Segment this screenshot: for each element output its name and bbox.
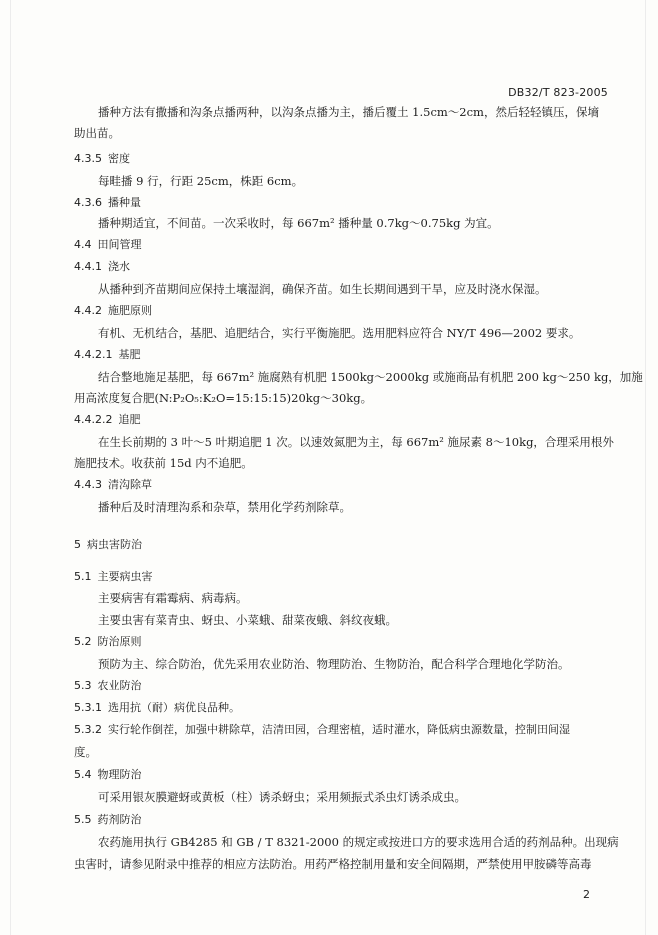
section-title: 选用抗（耐）病优良品种。 [108, 701, 240, 714]
section-title: 防治原则 [97, 635, 142, 648]
section-title: 浇水 [108, 260, 130, 273]
section-number: 5.5 [74, 813, 92, 826]
section-number: 5 [74, 538, 81, 551]
section-heading [74, 701, 240, 715]
section-title: 物理防治 [97, 768, 142, 781]
section-number: 4.3.6 [74, 196, 102, 209]
body-text-line: 从播种到齐苗期间应保持土壤湿润，确保齐苗。如生长期间遇到干旱，应及时浇水保湿。 [98, 282, 547, 296]
body-text-line: 播种期适宜，不间苗。一次采收时，每 667m² 播种量 0.7kg～0.75kg 为宜。 [98, 216, 499, 230]
document-code: DB32/T 823-2005 [508, 86, 608, 99]
section-heading [74, 238, 142, 252]
section-title: 清沟除草 [108, 478, 152, 491]
section-heading [74, 570, 153, 584]
body-text-line: 有机、无机结合，基肥、追肥结合，实行平衡施肥。选用肥料应符合 NY/T 496—2002 要求。 [98, 326, 581, 340]
body-text-line: 可采用银灰膜避蚜或黄板（柱）诱杀蚜虫；采用频振式杀虫灯诱杀成虫。 [98, 790, 466, 804]
body-text-line: 每畦播 9 行，行距 25cm，株距 6cm。 [98, 174, 304, 188]
section-number: 5.4 [74, 768, 92, 781]
section-number: 5.1 [74, 570, 92, 583]
section-heading [74, 768, 142, 782]
section-heading [74, 679, 142, 693]
body-text-line: 结合整地施足基肥，每 667m² 施腐熟有机肥 1500kg～2000kg 或施商品有机肥 200 kg～250 kg，加施 [98, 370, 643, 384]
body-text-line: 虫害时，请参见附录中推荐的相应方法防治。用药严格控制用量和安全间隔期，严禁使用甲胺磷等高毒 [74, 857, 592, 871]
body-text-line: 在生长前期的 3 叶～5 叶期追肥 1 次。以速效氮肥为主，每 667m² 施尿素 8～10kg，合理采用根外 [98, 435, 614, 449]
section-heading [74, 538, 142, 552]
body-text-line: 用高浓度复合肥(N:P₂O₅:K₂O=15:15:15)20kg～30kg。 [74, 391, 373, 405]
section-number: 5.3.1 [74, 701, 102, 714]
section-title: 主要病虫害 [97, 570, 153, 583]
section-number: 4.4.3 [74, 478, 102, 491]
body-text-line: 播种方法有撒播和沟条点播两种，以沟条点播为主，播后覆土 1.5cm～2cm，然后轻轻镇压，保墒 [98, 105, 599, 119]
section-number: 4.4.1 [74, 260, 102, 273]
section-heading [74, 635, 142, 649]
section-number: 4.4.2.2 [74, 413, 113, 426]
body-text-line: 主要虫害有菜青虫、蚜虫、小菜蛾、甜菜夜蛾、斜纹夜蛾。 [98, 613, 397, 627]
section-number: 5.3 [74, 679, 92, 692]
section-title: 基肥 [118, 348, 141, 361]
section-heading [74, 413, 140, 427]
body-text-line: 施肥技术。收获前 15d 内不追肥。 [74, 456, 253, 470]
section-heading [74, 196, 141, 210]
body-text-line: 农药施用执行 GB4285 和 GB / T 8321-2000 的规定或按进口方的要求选用合适的药剂品种。出现病 [98, 835, 619, 849]
scan-edge-right [645, 0, 646, 935]
section-number: 4.3.5 [74, 152, 102, 165]
body-text-line: 播种后及时清理沟系和杂草，禁用化学药剂除草。 [98, 500, 351, 514]
section-title: 追肥 [118, 413, 141, 426]
section-title: 病虫害防治 [87, 538, 142, 551]
section-heading [74, 152, 130, 166]
section-title: 农业防治 [97, 679, 142, 692]
section-heading [74, 723, 570, 737]
section-heading [74, 348, 140, 362]
section-title: 施肥原则 [108, 304, 152, 317]
section-number: 5.2 [74, 635, 92, 648]
section-heading [74, 304, 152, 318]
scan-edge-left [10, 0, 11, 935]
page-number: 2 [583, 888, 590, 901]
body-text-line: 助出苗。 [74, 126, 120, 140]
section-number: 4.4 [74, 238, 92, 251]
section-title: 密度 [108, 152, 130, 165]
body-text-line: 预防为主、综合防治，优先采用农业防治、物理防治、生物防治，配合科学合理地化学防治。 [98, 657, 570, 671]
body-text-line: 度。 [74, 745, 97, 759]
section-title: 播种量 [108, 196, 141, 209]
section-title: 田间管理 [97, 238, 142, 251]
section-number: 4.4.2 [74, 304, 102, 317]
section-heading [74, 813, 142, 827]
section-number: 4.4.2.1 [74, 348, 113, 361]
section-title: 药剂防治 [97, 813, 142, 826]
section-heading [74, 478, 152, 492]
section-title: 实行轮作倒茬，加强中耕除草，洁清田园，合理密植，适时灌水，降低病虫源数量，控制田间湿 [108, 723, 570, 736]
body-text-line: 主要病害有霜霉病、病毒病。 [98, 591, 248, 605]
section-number: 5.3.2 [74, 723, 102, 736]
section-heading [74, 260, 130, 274]
